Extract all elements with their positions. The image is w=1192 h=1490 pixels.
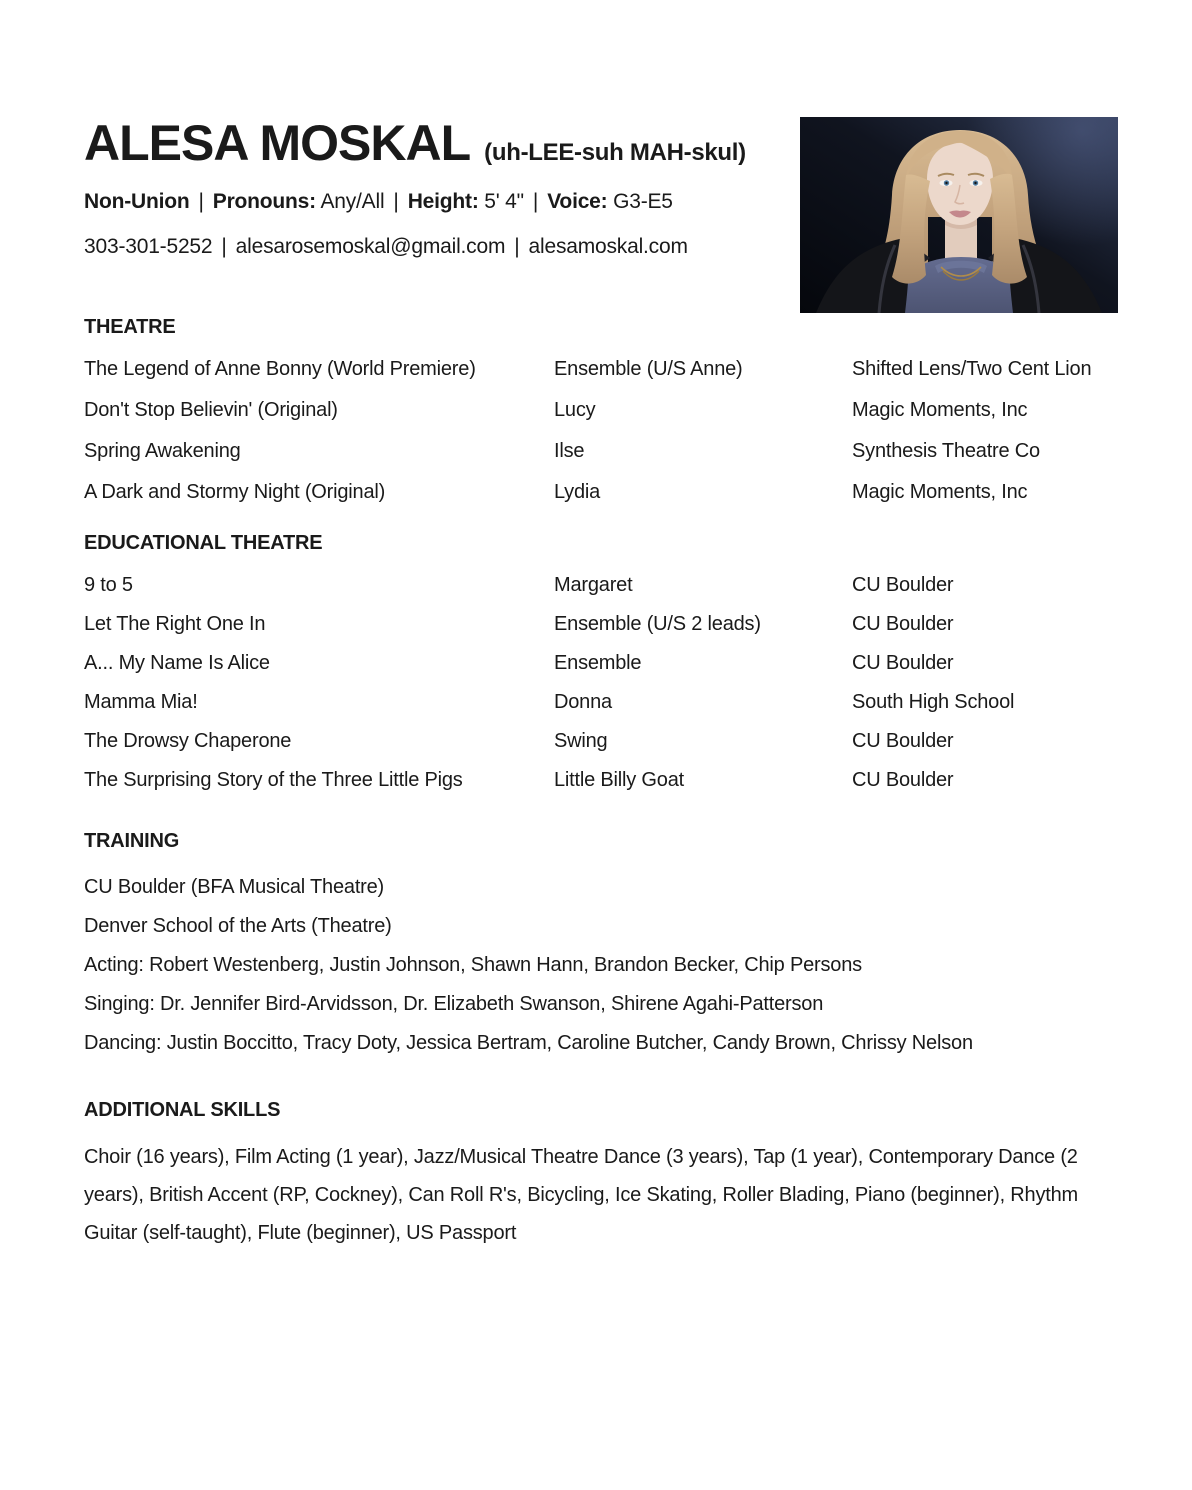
role: Ensemble <box>554 652 642 674</box>
role: Ensemble (U/S 2 leads) <box>554 613 761 635</box>
contact-line-2 <box>84 234 1116 260</box>
table-row <box>84 481 1116 504</box>
training-heading: TRAINING <box>84 830 180 852</box>
table-row <box>84 574 1116 597</box>
phone-number: 303-301-5252 <box>84 235 213 258</box>
table-row <box>84 358 1116 381</box>
role: Lydia <box>554 481 601 503</box>
role: Ensemble (U/S Anne) <box>554 358 743 380</box>
separator: | <box>514 235 520 258</box>
additional-skills-heading: ADDITIONAL SKILLS <box>84 1099 281 1121</box>
table-row <box>84 440 1116 463</box>
contact-line-1 <box>84 189 1116 215</box>
table-row <box>84 730 1116 753</box>
production-title: The Legend of Anne Bonny (World Premiere) <box>84 358 476 380</box>
theatre-section <box>84 316 1116 504</box>
role: Margaret <box>554 574 633 596</box>
company: CU Boulder <box>852 613 954 635</box>
table-row <box>84 399 1116 422</box>
role: Ilse <box>554 440 585 462</box>
page-title: ALESA MOSKAL <box>84 115 471 171</box>
email-address: alesarosemoskal@gmail.com <box>235 235 506 258</box>
production-title: The Surprising Story of the Three Little Pigs <box>84 769 463 791</box>
additional-skills-section <box>84 1099 1116 1252</box>
production-title: 9 to 5 <box>84 574 133 596</box>
company: South High School <box>852 691 1015 713</box>
production-title: A Dark and Stormy Night (Original) <box>84 481 386 503</box>
company: CU Boulder <box>852 574 954 596</box>
production-title: Don't Stop Believin' (Original) <box>84 399 338 421</box>
company: CU Boulder <box>852 652 954 674</box>
website-address: alesamoskal.com <box>528 235 688 258</box>
company: CU Boulder <box>852 730 954 752</box>
pronouns-label: Pronouns: <box>212 190 316 213</box>
training-line: Acting: Robert Westenberg, Justin Johnson, Shawn Hann, Brandon Becker, Chip Persons <box>84 954 862 976</box>
role: Swing <box>554 730 608 752</box>
training-section <box>84 830 1116 1063</box>
table-row <box>84 769 1116 792</box>
name-line <box>84 116 1116 170</box>
production-title: Let The Right One In <box>84 613 266 635</box>
theatre-heading: THEATRE <box>84 316 176 338</box>
pronouns-value: Any/All <box>320 190 385 213</box>
name-pronunciation: (uh-LEE-suh MAH-skul) <box>484 139 746 166</box>
company: Magic Moments, Inc <box>852 399 1028 421</box>
role: Donna <box>554 691 612 713</box>
separator: | <box>393 190 399 213</box>
header <box>84 0 1116 260</box>
production-title: Spring Awakening <box>84 440 241 462</box>
training-lines <box>84 868 1116 1063</box>
role: Little Billy Goat <box>554 769 684 791</box>
union-status: Non-Union <box>84 190 190 213</box>
table-row <box>84 613 1116 636</box>
production-title: Mamma Mia! <box>84 691 198 713</box>
company: CU Boulder <box>852 769 954 791</box>
table-row <box>84 691 1116 714</box>
voice-value: G3-E5 <box>613 190 673 213</box>
training-line: Singing: Dr. Jennifer Bird-Arvidsson, Dr. Elizabeth Swanson, Shirene Agahi-Patterson <box>84 993 824 1015</box>
training-line: Denver School of the Arts (Theatre) <box>84 915 392 937</box>
height-label: Height: <box>407 190 479 213</box>
educational-theatre-section <box>84 532 1116 792</box>
separator: | <box>198 190 204 213</box>
table-row <box>84 652 1116 675</box>
separator: | <box>221 235 227 258</box>
role: Lucy <box>554 399 596 421</box>
height-value: 5' 4" <box>484 190 524 213</box>
educational-theatre-heading: EDUCATIONAL THEATRE <box>84 532 323 554</box>
educational-theatre-credits-table <box>84 574 1116 792</box>
training-line: CU Boulder (BFA Musical Theatre) <box>84 876 385 898</box>
skills-text: Choir (16 years), Film Acting (1 year), Jazz/Musical Theatre Dance (3 years), Tap (1 year), Contemporary Dance (2 years), British Accent (RP, Cockney), Can Roll R's, Bicycling, Ice Skating, Roller Blading, Piano (beginner), Rhythm Guitar (self-taught), Flute (beginner), US Passport <box>84 1146 1078 1244</box>
training-line: Dancing: Justin Boccitto, Tracy Doty, Jessica Bertram, Caroline Butcher, Candy Brown, Chrissy Nelson <box>84 1032 973 1054</box>
company: Shifted Lens/Two Cent Lion <box>852 358 1092 380</box>
separator: | <box>532 190 539 213</box>
production-title: The Drowsy Chaperone <box>84 730 292 752</box>
theatre-credits-table <box>84 358 1116 504</box>
production-title: A... My Name Is Alice <box>84 652 270 674</box>
company: Magic Moments, Inc <box>852 481 1028 503</box>
voice-label: Voice: <box>547 190 608 213</box>
company: Synthesis Theatre Co <box>852 440 1040 462</box>
